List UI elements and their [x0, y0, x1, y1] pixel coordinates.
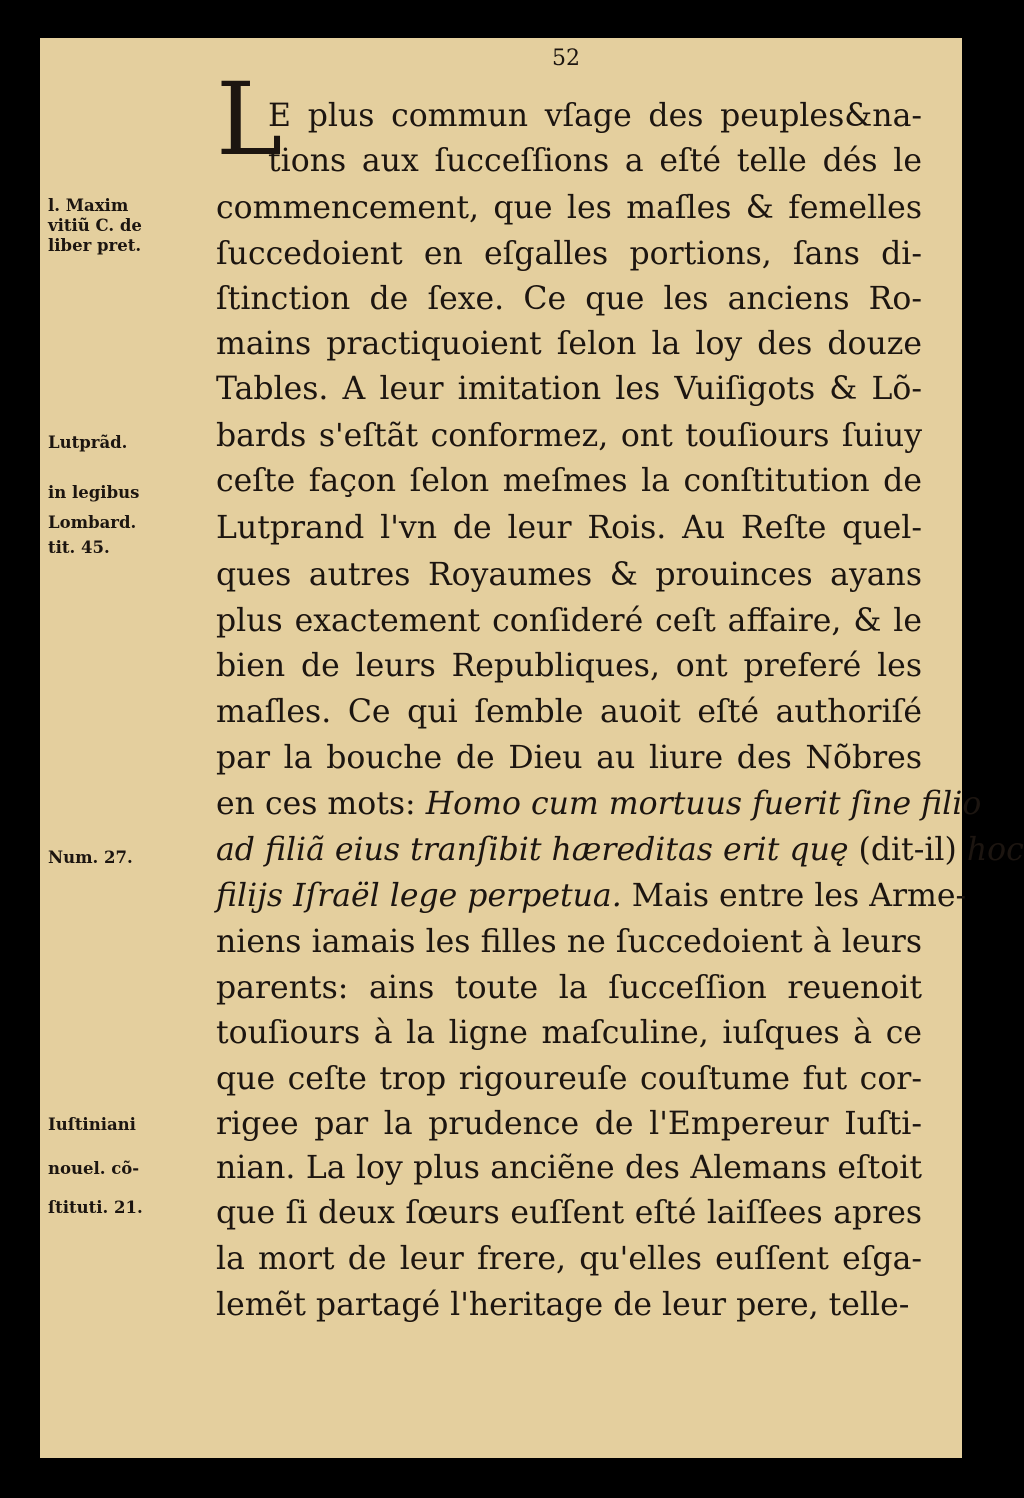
text-span: Mais entre les Arme-: [631, 878, 967, 914]
text-line: niens iamais les filles ne ſuccedoient à leurs: [216, 924, 922, 960]
text-line: ceſte façon ſelon meſmes la conſtitution de: [216, 463, 922, 499]
text-line: Tables. A leur imitation les Vuiſigots & Lõ-: [216, 371, 922, 407]
italic-span: Homo cum mortuus fuerit ſine filio: [425, 786, 982, 822]
margin-note: nouel. cõ-: [48, 1159, 140, 1178]
italic-span: filijs Iſraël lege perpetua.: [216, 878, 622, 914]
margin-note: ſtituti. 21.: [48, 1198, 143, 1217]
text-line: ſuccedoient en eſgalles portions, ſans di-: [216, 236, 922, 272]
book-page: [40, 38, 1024, 1458]
text-line: [216, 786, 982, 822]
text-line: mains practiquoient ſelon la loy des douze: [216, 326, 922, 362]
page-number: 52: [552, 46, 580, 71]
text-line: [216, 832, 1024, 868]
text-line: lemẽt partagé l'heritage de leur pere, telle-: [216, 1287, 910, 1323]
margin-note: liber pret.: [48, 236, 142, 255]
margin-note: in legibus: [48, 483, 140, 502]
text-line: ques autres Royaumes & prouinces ayans: [216, 557, 922, 593]
text-line: que ceſte trop rigoureuſe couſtume fut cor-: [216, 1061, 922, 1097]
text-line: bards s'eſtãt conformez, ont touſiours ſuiuy: [216, 418, 922, 454]
margin-note: Lombard.: [48, 513, 137, 532]
text-line: rigee par la prudence de l'Empereur Iuſti-: [216, 1106, 922, 1142]
text-line: ſtinction de ſexe. Ce que les anciens Ro-: [216, 281, 922, 317]
text-line: nian. La loy plus anciẽne des Alemans eſtoit: [216, 1150, 922, 1186]
margin-note: Iuſtiniani: [48, 1115, 136, 1134]
text-line: maſles. Ce qui ſemble auoit eſté authoriſé: [216, 694, 922, 730]
text-line: plus exactement conſideré ceſt affaire, & le: [216, 603, 922, 639]
text-line: commencement, que les maſles & femelles: [216, 190, 922, 226]
text-line: [216, 878, 967, 914]
margin-note: Num. 27.: [48, 848, 133, 867]
text-line: E plus commun vſage des peuples&na-: [268, 98, 922, 134]
margin-note: tit. 45.: [48, 538, 110, 557]
text-line: parents: ains toute la ſucceſſion reuenoit: [216, 970, 922, 1006]
text-line: que ſi deux ſœurs euſſent eſté laiſſees apres: [216, 1195, 922, 1231]
text-line: tions aux ſucceſſions a eſté telle dés le: [268, 143, 922, 179]
text-span: en ces mots:: [216, 786, 416, 822]
margin-note: l. Maxim: [48, 196, 129, 215]
text-span: (dit-il): [858, 832, 957, 868]
italic-span: hoc: [966, 832, 1024, 868]
text-line: bien de leurs Republiques, ont preferé les: [216, 648, 922, 684]
margin-note: Lutprãd.: [48, 433, 128, 452]
text-line: Lutprand l'vn de leur Rois. Au Reſte quel-: [216, 510, 922, 546]
margin-note: vitiũ C. de: [48, 216, 142, 235]
text-line: touſiours à la ligne maſculine, iuſques à ce: [216, 1015, 922, 1051]
text-line: par la bouche de Dieu au liure des Nõbres: [216, 740, 922, 776]
italic-span: ad filiã eius tranſibit hæreditas erit quę: [216, 832, 849, 868]
drop-cap: L: [216, 61, 283, 178]
text-line: la mort de leur frere, qu'elles euſſent eſga-: [216, 1241, 922, 1277]
